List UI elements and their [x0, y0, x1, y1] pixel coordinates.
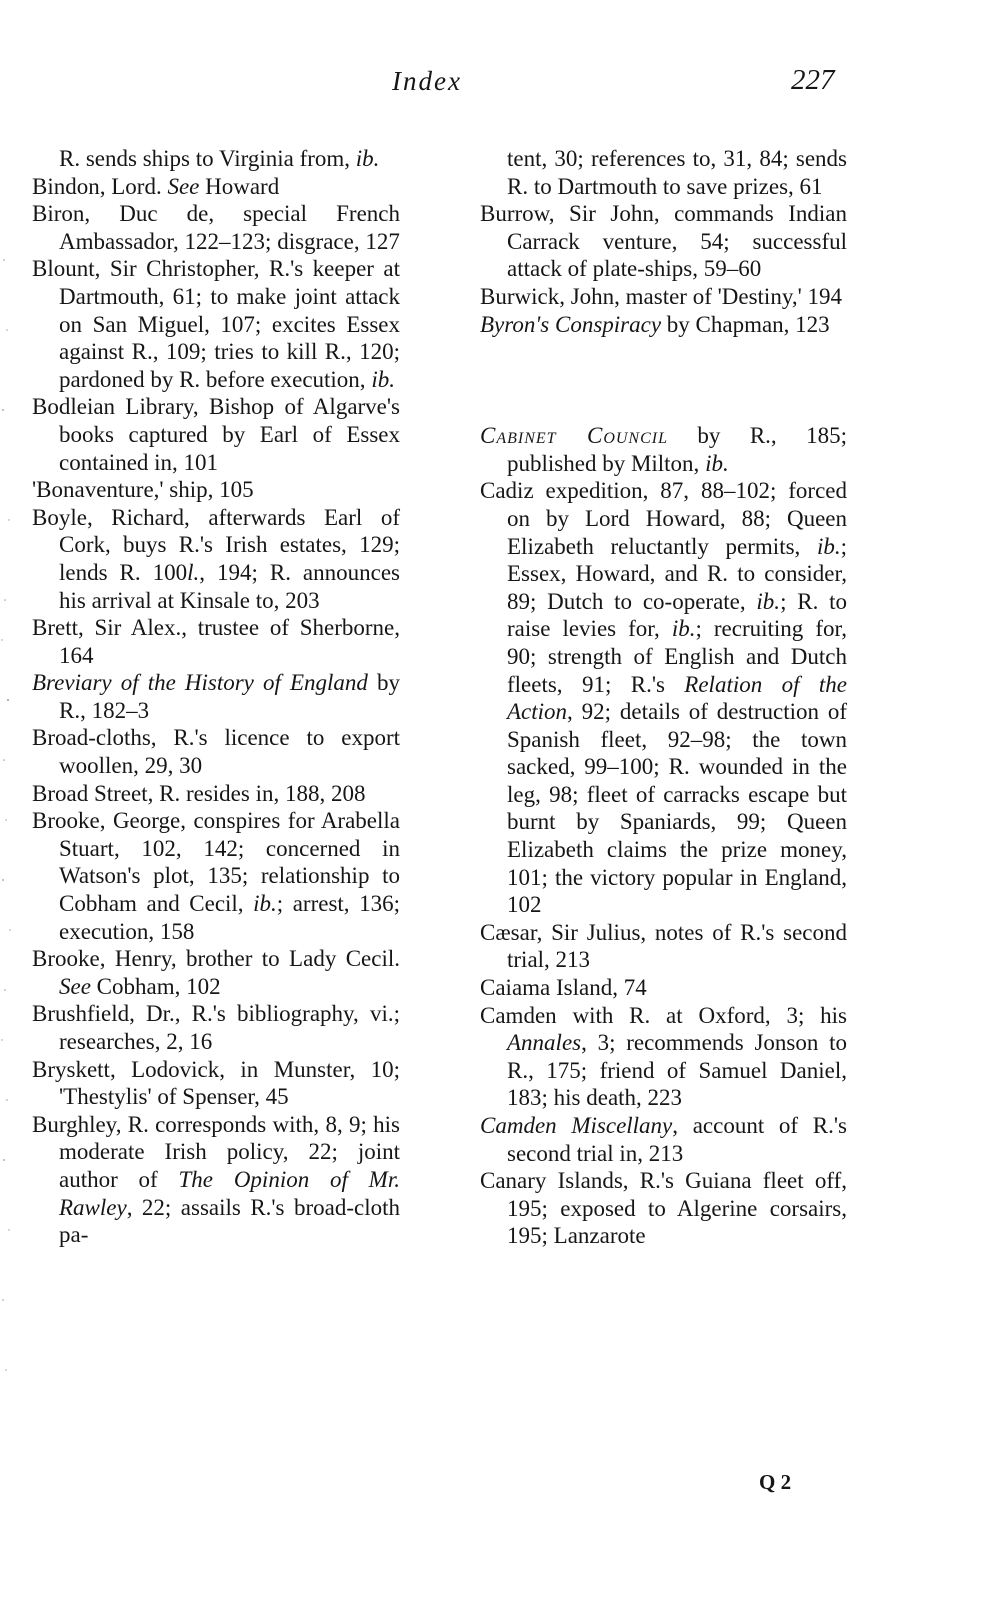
index-entry-blount: Blount, Sir Christopher, R.'s keeper at Dartmouth, 61; to make joint attack on San Miguel, 107; excites Essex against R., 109; tries to kill R., 120; pardoned by R. before execution, ib. — [32, 256, 400, 392]
letter-section-gap — [480, 338, 847, 422]
index-entry-caiama: Caiama Island, 74 — [480, 975, 647, 1001]
index-entry-canary-islands: Canary Islands, R.'s Guiana fleet off, 195; exposed to Algerine corsairs, 195; Lanzarote — [480, 1168, 847, 1249]
index-entry-burrow: Burrow, Sir John, commands Indian Carrack venture, 54; successful attack of plate-ships, 59–60 — [480, 201, 847, 282]
index-entry-broad-street: Broad Street, R. resides in, 188, 208 — [32, 780, 366, 806]
index-entry-caesar: Cæsar, Sir Julius, notes of R.'s second trial, 213 — [480, 919, 847, 973]
index-entry-bonaventure: 'Bonaventure,' ship, 105 — [32, 477, 254, 503]
index-entry-broadcloths: Broad-cloths, R.'s licence to export woollen, 29, 30 — [32, 725, 400, 779]
index-entry-boyle: Boyle, Richard, afterwards Earl of Cork, buys R.'s Irish estates, 129; lends R. 100l., 194; R. announces his arrival at Kinsale to, 203 — [32, 504, 401, 613]
index-entry-burghley: Burghley, R. corresponds with, 8, 9; his moderate Irish policy, 22; joint author of The Opinion of Mr. Rawley, 22; assails R.'s broad-cloth pa- — [32, 1111, 400, 1248]
continuation-entry: tent, 30; references to, 31, 84; sends R. to Dartmouth to save prizes, 61 — [507, 146, 847, 199]
index-entry-burwick: Burwick, John, master of 'Destiny,' 194 — [480, 283, 842, 309]
continuation-entry: R. sends ships to Virginia from, ib. — [59, 146, 380, 171]
index-entry-cabinet-council: Cabinet Council by R., 185; published by Milton, ib. — [480, 423, 847, 476]
index-entry-bodleian: Bodleian Library, Bishop of Algarve's books captured by Earl of Essex contained in, 101 — [32, 394, 400, 475]
index-entry-brooke-henry: Brooke, Henry, brother to Lady Cecil. See Cobham, 102 — [32, 946, 400, 999]
index-entry-brett: Brett, Sir Alex., trustee of Sherborne, 164 — [32, 615, 400, 668]
index-column-right — [480, 145, 847, 1250]
index-entry-brushfield: Brushfield, Dr., R.'s bibliography, vi.; researches, 2, 16 — [32, 1001, 400, 1054]
scan-edge-speckles — [0, 0, 14, 1600]
index-entry-bindon: Bindon, Lord. See Howard — [32, 173, 280, 199]
index-entry-bryskett: Bryskett, Lodovick, in Munster, 10; 'Thestylis' of Spenser, 45 — [32, 1056, 400, 1110]
index-entry-camden-miscellany: Camden Miscellany, account of R.'s second trial in, 213 — [480, 1113, 847, 1166]
signature-mark: Q 2 — [759, 1470, 792, 1494]
running-head-title: Index — [392, 66, 462, 96]
index-entry-cadiz: Cadiz expedition, 87, 88–102; forced on by Lord Howard, 88; Queen Elizabeth reluctantly permits, ib.; Essex, Howard, and R. to consider, 89; Dutch to co-operate, ib.; R. to raise levies for, ib.; recruiting for, 90; strength of English and Dutch fleets, 91; R.'s Relation of the Action, 92; details of destruction of Spanish fleet, 92–98; the town sacked, 99–100; R. wounded in the leg, 98; fleet of carracks escape but burnt by Spaniards, 99; Queen Elizabeth claims the prize money, 101; the victory popular in England, 102 — [480, 478, 848, 918]
index-entry-brooke-george: Brooke, George, conspires for Arabella Stuart, 102, 142; concerned in Watson's plot, 135; relationship to Cobham and Cecil, ib.; arrest, 136; execution, 158 — [32, 808, 400, 944]
index-entry-byron: Byron's Conspiracy by Chapman, 123 — [480, 311, 830, 337]
page-number: 227 — [791, 64, 835, 96]
index-column-left — [32, 145, 400, 1249]
index-entry-breviary: Breviary of the History of England by R., 182–3 — [32, 670, 400, 723]
index-entry-camden: Camden with R. at Oxford, 3; his Annales, 3; recommends Jonson to R., 175; friend of Samuel Daniel, 183; his death, 223 — [480, 1002, 847, 1111]
index-entry-biron: Biron, Duc de, special French Ambassador, 122–123; disgrace, 127 — [32, 201, 400, 254]
